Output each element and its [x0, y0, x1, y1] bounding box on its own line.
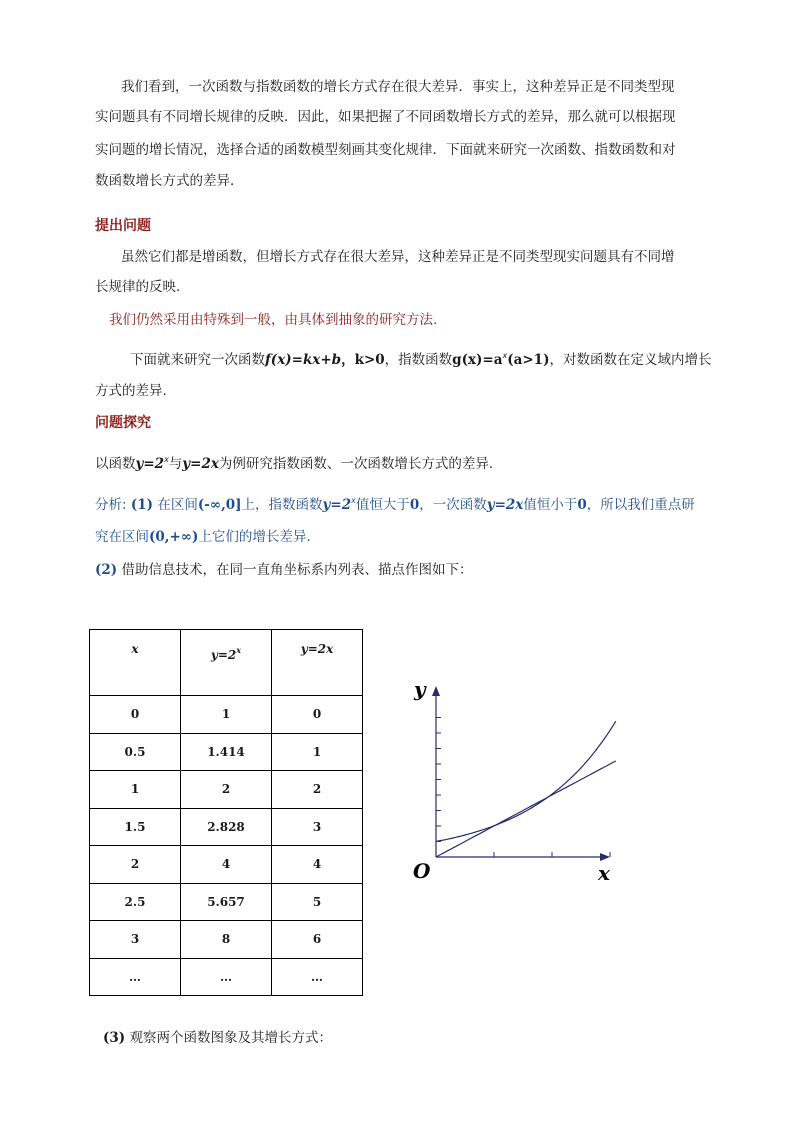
example-f1-exponent: x — [164, 455, 169, 464]
y-axis-arrow-icon — [432, 686, 440, 696]
example-pre: 以函数 — [95, 456, 136, 472]
table-cell: 8 — [181, 921, 272, 959]
step2-line — [95, 557, 472, 583]
example-mid: 与 — [168, 456, 183, 472]
table-row — [90, 921, 363, 959]
step2-num: (2) — [95, 562, 118, 578]
x-axis-arrow-icon — [600, 853, 610, 861]
table-cell: 3 — [272, 808, 363, 846]
step2-text: 借助信息技术，在同一直角坐标系内列表、描点作图如下： — [121, 562, 473, 578]
analysis-num: (1) — [130, 497, 154, 513]
analysis-c: 值恒大于 — [355, 497, 410, 513]
analysis-line2-a: 究在区间 — [95, 529, 149, 545]
table-cell: … — [181, 958, 272, 996]
step3-text: 观察两个函数图象及其增长方式： — [129, 1030, 332, 1046]
table-row — [90, 846, 363, 884]
table-row — [90, 958, 363, 996]
analysis-label: 分析: — [95, 497, 127, 513]
origin-label: O — [413, 859, 431, 883]
table-cell: 0 — [90, 696, 181, 734]
table-cell: 2 — [272, 771, 363, 809]
linear-line — [436, 761, 616, 857]
table-cell: … — [272, 958, 363, 996]
section1-para-line-2: 长规律的反映. — [95, 279, 181, 295]
study-pre: 下面就来研究一次函数 — [130, 352, 265, 368]
table-cell: 0.5 — [90, 733, 181, 771]
table-cell: 1.414 — [181, 733, 272, 771]
y-axis-label: y — [414, 677, 426, 701]
table-cell: 0 — [272, 696, 363, 734]
exponential-curve — [436, 721, 616, 841]
example-f2: y=2x — [182, 456, 219, 472]
analysis-f: ，所以我们重点研 — [586, 497, 695, 513]
table-cell: 2.5 — [90, 883, 181, 921]
a-condition: (a>1) — [507, 352, 550, 368]
analysis-zero-1: 0 — [409, 497, 420, 513]
table-cell: 5.657 — [181, 883, 272, 921]
analysis-line2-b: 上它们的增长差异. — [198, 529, 311, 545]
analysis-interval-2: (0,+∞) — [149, 529, 199, 545]
table-cell: … — [90, 958, 181, 996]
value-table — [89, 629, 363, 996]
table-cell: 4 — [181, 846, 272, 884]
section1-para-line-1: 虽然它们都是增函数，但增长方式存在很大差异，这种差异正是不同类型现实问题具有不同增 — [121, 249, 675, 265]
table-cell: 1 — [181, 696, 272, 734]
table-row — [90, 733, 363, 771]
section-title-raise-question: 提出问题 — [95, 218, 151, 234]
section-title-explore: 问题探究 — [95, 415, 151, 431]
analysis-e: 值恒小于 — [523, 497, 578, 513]
example-line — [95, 451, 493, 479]
table-row — [90, 771, 363, 809]
table-cell: 3 — [90, 921, 181, 959]
table-cell: 1 — [90, 771, 181, 809]
analysis-f1: y=2 — [322, 497, 352, 513]
analysis-b: 上，指数函数 — [241, 497, 323, 513]
intro-line-3: 实问题的增长情况，选择合适的函数模型刻画其变化规律．下面就来研究一次函数、指数函数和对 — [95, 142, 676, 158]
g-pre: ，指数函数 — [384, 352, 453, 368]
study-line-1 — [130, 347, 711, 375]
f-expression: f(x)=kx+b — [265, 352, 342, 368]
method-statement: 我们仍然采用由特殊到一般，由具体到抽象的研究方法. — [109, 312, 438, 328]
table-header-exp-exponent: x — [236, 645, 242, 655]
study-line-2: 方式的差异. — [95, 383, 167, 399]
example-f1: y=2 — [135, 456, 165, 472]
analysis-d: ，一次函数 — [419, 497, 487, 513]
step3-line — [103, 1025, 332, 1051]
intro-line-2: 实问题具有不同增长规律的反映．因此，如果把握了不同函数增长方式的差异，那么就可以根据现 — [95, 109, 676, 125]
table-cell: 4 — [272, 846, 363, 884]
example-post: 为例研究指数函数、一次函数增长方式的差异. — [218, 456, 494, 472]
table-cell: 2.828 — [181, 808, 272, 846]
analysis-f1-exponent: x — [351, 496, 356, 505]
table-header-x: x — [90, 630, 181, 696]
analysis-zero-2: 0 — [577, 497, 587, 513]
table-cell: 1.5 — [90, 808, 181, 846]
intro-line-1: 我们看到，一次函数与指数函数的增长方式存在很大差异．事实上，这种差异正是不同类型现 — [121, 79, 675, 95]
table-header-lin: y=2x — [272, 630, 363, 696]
table-header-row — [90, 630, 363, 696]
g-exponent: x — [502, 351, 508, 360]
analysis-line-2 — [95, 524, 311, 550]
g-expression: g(x)=a — [452, 352, 503, 368]
table-row — [90, 883, 363, 921]
table-header-exp — [181, 630, 272, 696]
table-cell: 2 — [181, 771, 272, 809]
analysis-f2: y=2x — [486, 497, 524, 513]
study-post: ，对数函数在定义域内增长 — [549, 352, 712, 368]
intro-line-4: 数函数增长方式的差异． — [95, 173, 244, 189]
k-condition: ，k>0 — [341, 352, 385, 368]
function-graph — [400, 670, 630, 895]
table-header-exp-base: y=2 — [210, 648, 237, 662]
analysis-a: 在区间 — [157, 497, 198, 513]
table-cell: 2 — [90, 846, 181, 884]
table-row — [90, 808, 363, 846]
x-axis-label: x — [598, 861, 610, 885]
table-row — [90, 696, 363, 734]
analysis-interval-1: (-∞,0] — [197, 497, 242, 513]
table-cell: 1 — [272, 733, 363, 771]
step3-num: (3) — [103, 1030, 126, 1046]
analysis-line-1 — [95, 492, 695, 520]
table-cell: 6 — [272, 921, 363, 959]
table-cell: 5 — [272, 883, 363, 921]
